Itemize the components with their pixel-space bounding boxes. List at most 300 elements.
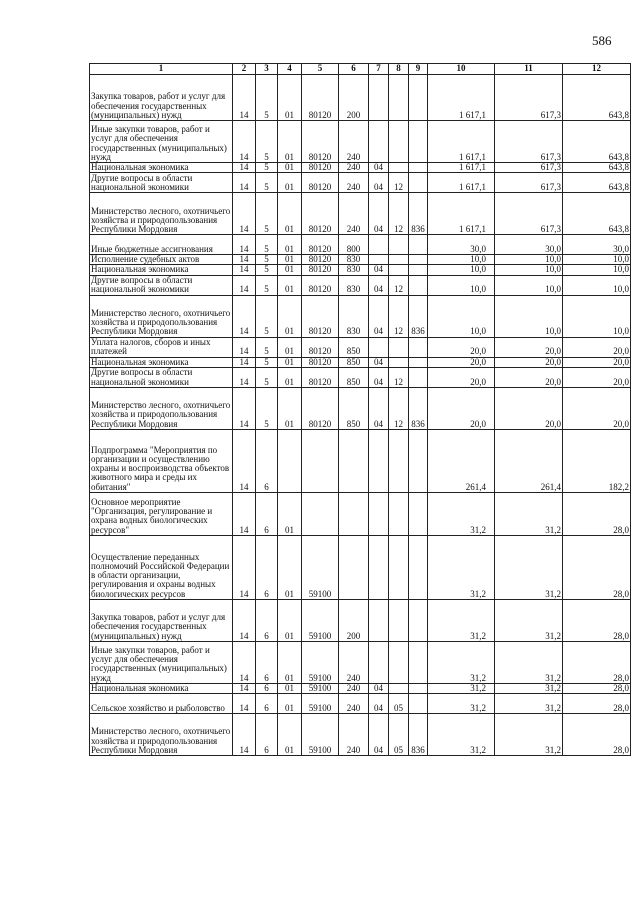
table-row	[90, 163, 631, 173]
cell-expense-type: 800	[339, 235, 369, 255]
cell-section-code: 6	[256, 641, 278, 683]
cell-amount-col-11: 30,0	[495, 235, 563, 255]
table-row	[90, 641, 631, 683]
cell-amount-col-10: 10,0	[428, 255, 495, 265]
cell-amount-col-11: 617,3	[495, 121, 563, 163]
cell-target-code: 80120	[302, 357, 339, 367]
cell-ministry-code	[409, 163, 428, 173]
cell-amount-col-12: 643,8	[563, 75, 631, 121]
cell-amount-col-10: 20,0	[428, 337, 495, 357]
cell-subsection-code	[278, 429, 302, 492]
cell-subsection-code: 01	[278, 714, 302, 756]
cell-expense-type: 830	[339, 295, 369, 337]
cell-amount-col-11: 617,3	[495, 163, 563, 173]
cell-expense-type: 240	[339, 694, 369, 714]
cell-chapter-code	[369, 255, 389, 265]
cell-amount-col-11: 31,2	[495, 641, 563, 683]
cell-amount-col-11: 617,3	[495, 75, 563, 121]
cell-chapter-code: 04	[369, 683, 389, 693]
col-header-2: 2	[233, 64, 256, 75]
cell-chapter-code	[369, 492, 389, 535]
cell-amount-col-11: 31,2	[495, 683, 563, 693]
cell-subsection-code: 01	[278, 75, 302, 121]
cell-ministry-code	[409, 255, 428, 265]
cell-amount-col-11: 31,2	[495, 599, 563, 641]
cell-amount-col-12: 20,0	[563, 357, 631, 367]
table-row	[90, 255, 631, 265]
col-header-5: 5	[302, 64, 339, 75]
table-row	[90, 235, 631, 255]
cell-ministry-code	[409, 275, 428, 295]
cell-subsection-code: 01	[278, 295, 302, 337]
cell-ministry-code	[409, 265, 428, 275]
cell-target-code: 80120	[302, 121, 339, 163]
cell-chapter-code	[369, 429, 389, 492]
cell-amount-col-12: 10,0	[563, 265, 631, 275]
cell-amount-col-10: 1 617,1	[428, 75, 495, 121]
cell-amount-col-12: 20,0	[563, 387, 631, 429]
cell-section-code: 5	[256, 193, 278, 235]
cell-kgrbs-code: 14	[233, 275, 256, 295]
cell-expense-type: 240	[339, 683, 369, 693]
cell-kgrbs-code: 14	[233, 492, 256, 535]
cell-amount-col-10: 31,2	[428, 683, 495, 693]
cell-amount-col-12: 20,0	[563, 337, 631, 357]
cell-target-code: 80120	[302, 387, 339, 429]
cell-section-code: 6	[256, 492, 278, 535]
cell-kgrbs-code: 14	[233, 255, 256, 265]
cell-amount-col-11: 10,0	[495, 255, 563, 265]
cell-row-name: Другие вопросы в области национальной экономики	[90, 173, 233, 193]
cell-amount-col-12: 28,0	[563, 641, 631, 683]
cell-target-code: 80120	[302, 275, 339, 295]
cell-expense-type: 200	[339, 75, 369, 121]
col-header-9: 9	[409, 64, 428, 75]
cell-section-code: 5	[256, 235, 278, 255]
cell-subsection-code: 01	[278, 387, 302, 429]
cell-amount-col-12: 10,0	[563, 275, 631, 295]
cell-ministry-code	[409, 641, 428, 683]
cell-subsection-code: 01	[278, 265, 302, 275]
cell-subsection-code: 01	[278, 683, 302, 693]
cell-section-code: 5	[256, 337, 278, 357]
cell-subsection-code: 01	[278, 235, 302, 255]
cell-subchapter-code	[389, 641, 409, 683]
cell-amount-col-12: 30,0	[563, 235, 631, 255]
cell-amount-col-10: 20,0	[428, 367, 495, 387]
cell-subchapter-code: 12	[389, 275, 409, 295]
cell-subsection-code: 01	[278, 367, 302, 387]
cell-kgrbs-code: 14	[233, 357, 256, 367]
table-row	[90, 357, 631, 367]
cell-section-code: 5	[256, 265, 278, 275]
cell-expense-type	[339, 535, 369, 599]
cell-amount-col-10: 10,0	[428, 265, 495, 275]
cell-kgrbs-code: 14	[233, 295, 256, 337]
cell-section-code: 5	[256, 121, 278, 163]
cell-section-code: 5	[256, 163, 278, 173]
cell-subchapter-code: 12	[389, 173, 409, 193]
cell-kgrbs-code: 14	[233, 121, 256, 163]
header-row	[90, 64, 631, 75]
cell-target-code: 59100	[302, 641, 339, 683]
table-row	[90, 714, 631, 756]
table-row	[90, 694, 631, 714]
cell-section-code: 6	[256, 694, 278, 714]
cell-subsection-code: 01	[278, 694, 302, 714]
table-row	[90, 367, 631, 387]
cell-subsection-code: 01	[278, 492, 302, 535]
cell-amount-col-11: 10,0	[495, 265, 563, 275]
cell-amount-col-10: 1 617,1	[428, 173, 495, 193]
cell-section-code: 5	[256, 387, 278, 429]
cell-amount-col-12: 28,0	[563, 714, 631, 756]
cell-subsection-code: 01	[278, 163, 302, 173]
cell-amount-col-12: 28,0	[563, 599, 631, 641]
col-header-1: 1	[90, 64, 233, 75]
cell-target-code: 80120	[302, 75, 339, 121]
cell-chapter-code: 04	[369, 265, 389, 275]
cell-subsection-code: 01	[278, 121, 302, 163]
cell-ministry-code	[409, 694, 428, 714]
table-row	[90, 492, 631, 535]
table-row	[90, 173, 631, 193]
cell-subchapter-code	[389, 357, 409, 367]
table-row	[90, 265, 631, 275]
table-row	[90, 683, 631, 693]
cell-row-name: Национальная экономика	[90, 683, 233, 693]
cell-kgrbs-code: 14	[233, 714, 256, 756]
cell-target-code: 80120	[302, 193, 339, 235]
cell-kgrbs-code: 14	[233, 429, 256, 492]
col-header-12: 12	[563, 64, 631, 75]
cell-target-code: 80120	[302, 295, 339, 337]
cell-kgrbs-code: 14	[233, 337, 256, 357]
cell-amount-col-11: 31,2	[495, 535, 563, 599]
cell-ministry-code	[409, 367, 428, 387]
cell-target-code: 80120	[302, 337, 339, 357]
col-header-7: 7	[369, 64, 389, 75]
cell-section-code: 6	[256, 535, 278, 599]
cell-amount-col-12: 28,0	[563, 492, 631, 535]
cell-subchapter-code: 12	[389, 367, 409, 387]
cell-section-code: 5	[256, 75, 278, 121]
cell-amount-col-10: 31,2	[428, 492, 495, 535]
table-row	[90, 337, 631, 357]
cell-kgrbs-code: 14	[233, 193, 256, 235]
cell-expense-type: 240	[339, 163, 369, 173]
cell-amount-col-11: 617,3	[495, 193, 563, 235]
cell-expense-type: 240	[339, 641, 369, 683]
cell-amount-col-10: 1 617,1	[428, 121, 495, 163]
cell-chapter-code: 04	[369, 694, 389, 714]
cell-amount-col-12: 643,8	[563, 173, 631, 193]
cell-amount-col-10: 20,0	[428, 357, 495, 367]
col-header-6: 6	[339, 64, 369, 75]
cell-row-name: Министерство лесного, охотничьего хозяйства и природопользования Республики Мордовия	[90, 193, 233, 235]
cell-chapter-code: 04	[369, 275, 389, 295]
cell-target-code: 80120	[302, 265, 339, 275]
cell-kgrbs-code: 14	[233, 367, 256, 387]
cell-target-code: 59100	[302, 599, 339, 641]
cell-amount-col-10: 31,2	[428, 535, 495, 599]
cell-amount-col-12: 10,0	[563, 255, 631, 265]
cell-amount-col-11: 31,2	[495, 694, 563, 714]
cell-subchapter-code	[389, 75, 409, 121]
cell-expense-type: 830	[339, 275, 369, 295]
cell-subchapter-code	[389, 492, 409, 535]
table-row	[90, 599, 631, 641]
table-row	[90, 387, 631, 429]
cell-subchapter-code	[389, 265, 409, 275]
table-row	[90, 429, 631, 492]
cell-amount-col-11: 31,2	[495, 714, 563, 756]
cell-amount-col-12: 10,0	[563, 295, 631, 337]
cell-ministry-code: 836	[409, 387, 428, 429]
cell-amount-col-11: 10,0	[495, 295, 563, 337]
cell-kgrbs-code: 14	[233, 235, 256, 255]
table-row	[90, 75, 631, 121]
cell-subchapter-code	[389, 121, 409, 163]
cell-target-code: 80120	[302, 367, 339, 387]
cell-expense-type: 850	[339, 387, 369, 429]
cell-ministry-code	[409, 599, 428, 641]
cell-chapter-code: 04	[369, 367, 389, 387]
cell-subsection-code: 01	[278, 193, 302, 235]
cell-amount-col-11: 10,0	[495, 275, 563, 295]
cell-row-name: Министерство лесного, охотничьего хозяйства и природопользования Республики Мордовия	[90, 714, 233, 756]
cell-target-code: 59100	[302, 683, 339, 693]
cell-subsection-code: 01	[278, 599, 302, 641]
cell-chapter-code: 04	[369, 173, 389, 193]
cell-expense-type: 240	[339, 714, 369, 756]
cell-kgrbs-code: 14	[233, 641, 256, 683]
cell-amount-col-10: 31,2	[428, 641, 495, 683]
cell-subsection-code: 01	[278, 357, 302, 367]
cell-subchapter-code: 12	[389, 387, 409, 429]
table-row	[90, 193, 631, 235]
cell-chapter-code: 04	[369, 163, 389, 173]
table-row	[90, 535, 631, 599]
cell-ministry-code	[409, 683, 428, 693]
cell-row-name: Закупка товаров, работ и услуг для обеспечения государственных (муниципальных) нужд	[90, 599, 233, 641]
col-header-4: 4	[278, 64, 302, 75]
cell-subsection-code: 01	[278, 173, 302, 193]
cell-chapter-code	[369, 75, 389, 121]
cell-amount-col-12: 28,0	[563, 535, 631, 599]
cell-amount-col-10: 261,4	[428, 429, 495, 492]
cell-chapter-code	[369, 121, 389, 163]
col-header-3: 3	[256, 64, 278, 75]
cell-amount-col-11: 20,0	[495, 337, 563, 357]
cell-subchapter-code	[389, 599, 409, 641]
cell-section-code: 5	[256, 295, 278, 337]
cell-row-name: Национальная экономика	[90, 163, 233, 173]
cell-kgrbs-code: 14	[233, 694, 256, 714]
cell-row-name: Осуществление переданных полномочий Российской Федерации в области организации, регулирования и охраны водных биологических ресурсов	[90, 535, 233, 599]
cell-subchapter-code	[389, 429, 409, 492]
table-row	[90, 275, 631, 295]
table-row	[90, 121, 631, 163]
cell-ministry-code	[409, 121, 428, 163]
cell-expense-type: 850	[339, 367, 369, 387]
cell-row-name: Подпрограмма "Мероприятия по организации и осуществлению охраны и воспроизводства объектов животного мира и среды их обитания"	[90, 429, 233, 492]
table-body	[90, 75, 631, 756]
cell-target-code: 59100	[302, 535, 339, 599]
cell-subchapter-code: 05	[389, 694, 409, 714]
cell-row-name: Сельское хозяйство и рыболовство	[90, 694, 233, 714]
cell-expense-type: 830	[339, 265, 369, 275]
cell-subsection-code: 01	[278, 255, 302, 265]
cell-row-name: Иные закупки товаров, работ и услуг для обеспечения государственных (муниципальных) нужд	[90, 121, 233, 163]
cell-expense-type	[339, 492, 369, 535]
cell-chapter-code	[369, 599, 389, 641]
cell-amount-col-10: 31,2	[428, 599, 495, 641]
cell-amount-col-11: 20,0	[495, 357, 563, 367]
cell-subsection-code: 01	[278, 337, 302, 357]
cell-chapter-code: 04	[369, 714, 389, 756]
cell-ministry-code	[409, 337, 428, 357]
cell-chapter-code	[369, 337, 389, 357]
cell-section-code: 5	[256, 173, 278, 193]
cell-target-code	[302, 492, 339, 535]
cell-row-name: Другие вопросы в области национальной экономики	[90, 367, 233, 387]
cell-expense-type: 200	[339, 599, 369, 641]
cell-target-code: 59100	[302, 714, 339, 756]
cell-subchapter-code	[389, 535, 409, 599]
cell-amount-col-11: 261,4	[495, 429, 563, 492]
cell-expense-type: 830	[339, 255, 369, 265]
cell-amount-col-12: 182,2	[563, 429, 631, 492]
cell-chapter-code: 04	[369, 387, 389, 429]
cell-row-name: Другие вопросы в области национальной экономики	[90, 275, 233, 295]
cell-amount-col-10: 10,0	[428, 275, 495, 295]
cell-row-name: Уплата налогов, сборов и иных платежей	[90, 337, 233, 357]
cell-section-code: 6	[256, 429, 278, 492]
cell-amount-col-10: 30,0	[428, 235, 495, 255]
cell-target-code: 80120	[302, 173, 339, 193]
cell-target-code: 80120	[302, 235, 339, 255]
cell-ministry-code	[409, 75, 428, 121]
cell-section-code: 6	[256, 599, 278, 641]
cell-section-code: 6	[256, 714, 278, 756]
cell-section-code: 5	[256, 367, 278, 387]
page-number: 586	[592, 33, 612, 48]
cell-ministry-code	[409, 492, 428, 535]
cell-row-name: Иные бюджетные ассигнования	[90, 235, 233, 255]
table-row	[90, 295, 631, 337]
cell-amount-col-11: 31,2	[495, 492, 563, 535]
cell-ministry-code: 836	[409, 193, 428, 235]
cell-kgrbs-code: 14	[233, 163, 256, 173]
cell-kgrbs-code: 14	[233, 535, 256, 599]
cell-expense-type: 850	[339, 357, 369, 367]
cell-row-name: Министерство лесного, охотничьего хозяйства и природопользования Республики Мордовия	[90, 295, 233, 337]
cell-ministry-code	[409, 173, 428, 193]
cell-amount-col-12: 643,8	[563, 193, 631, 235]
cell-ministry-code: 836	[409, 714, 428, 756]
cell-kgrbs-code: 14	[233, 387, 256, 429]
cell-subsection-code: 01	[278, 275, 302, 295]
cell-amount-col-10: 10,0	[428, 295, 495, 337]
cell-amount-col-11: 20,0	[495, 367, 563, 387]
cell-row-name: Национальная экономика	[90, 265, 233, 275]
cell-amount-col-12: 643,8	[563, 163, 631, 173]
cell-subchapter-code	[389, 163, 409, 173]
cell-subsection-code: 01	[278, 641, 302, 683]
cell-section-code: 5	[256, 275, 278, 295]
cell-section-code: 6	[256, 683, 278, 693]
cell-amount-col-10: 31,2	[428, 714, 495, 756]
cell-expense-type: 240	[339, 121, 369, 163]
cell-target-code: 80120	[302, 163, 339, 173]
cell-ministry-code	[409, 235, 428, 255]
cell-kgrbs-code: 14	[233, 173, 256, 193]
col-header-8: 8	[389, 64, 409, 75]
cell-chapter-code: 04	[369, 295, 389, 337]
cell-amount-col-10: 20,0	[428, 387, 495, 429]
cell-row-name: Исполнение судебных актов	[90, 255, 233, 265]
cell-ministry-code	[409, 535, 428, 599]
cell-subchapter-code	[389, 683, 409, 693]
cell-section-code: 5	[256, 255, 278, 265]
cell-chapter-code: 04	[369, 357, 389, 367]
cell-chapter-code	[369, 535, 389, 599]
cell-target-code: 59100	[302, 694, 339, 714]
cell-kgrbs-code: 14	[233, 75, 256, 121]
cell-subchapter-code: 12	[389, 295, 409, 337]
cell-expense-type: 240	[339, 193, 369, 235]
cell-row-name: Национальная экономика	[90, 357, 233, 367]
cell-amount-col-12: 28,0	[563, 683, 631, 693]
cell-amount-col-12: 643,8	[563, 121, 631, 163]
cell-row-name: Закупка товаров, работ и услуг для обеспечения государственных (муниципальных) нужд	[90, 75, 233, 121]
cell-target-code	[302, 429, 339, 492]
cell-row-name: Иные закупки товаров, работ и услуг для обеспечения государственных (муниципальных) нужд	[90, 641, 233, 683]
cell-expense-type: 240	[339, 173, 369, 193]
cell-chapter-code	[369, 641, 389, 683]
cell-amount-col-11: 20,0	[495, 387, 563, 429]
cell-amount-col-12: 28,0	[563, 694, 631, 714]
cell-subchapter-code	[389, 255, 409, 265]
cell-subchapter-code	[389, 337, 409, 357]
cell-chapter-code	[369, 235, 389, 255]
col-header-11: 11	[495, 64, 563, 75]
cell-section-code: 5	[256, 357, 278, 367]
cell-subchapter-code: 05	[389, 714, 409, 756]
cell-ministry-code: 836	[409, 295, 428, 337]
cell-chapter-code: 04	[369, 193, 389, 235]
cell-amount-col-11: 617,3	[495, 173, 563, 193]
cell-subchapter-code	[389, 235, 409, 255]
cell-kgrbs-code: 14	[233, 265, 256, 275]
cell-subsection-code: 01	[278, 535, 302, 599]
cell-amount-col-10: 1 617,1	[428, 193, 495, 235]
cell-target-code: 80120	[302, 255, 339, 265]
cell-kgrbs-code: 14	[233, 599, 256, 641]
col-header-10: 10	[428, 64, 495, 75]
cell-amount-col-12: 20,0	[563, 367, 631, 387]
cell-subchapter-code: 12	[389, 193, 409, 235]
cell-expense-type	[339, 429, 369, 492]
cell-kgrbs-code: 14	[233, 683, 256, 693]
cell-amount-col-10: 31,2	[428, 694, 495, 714]
cell-expense-type: 850	[339, 337, 369, 357]
cell-amount-col-10: 1 617,1	[428, 163, 495, 173]
cell-row-name: Министерство лесного, охотничьего хозяйства и природопользования Республики Мордовия	[90, 387, 233, 429]
budget-table	[89, 63, 631, 756]
cell-ministry-code	[409, 429, 428, 492]
